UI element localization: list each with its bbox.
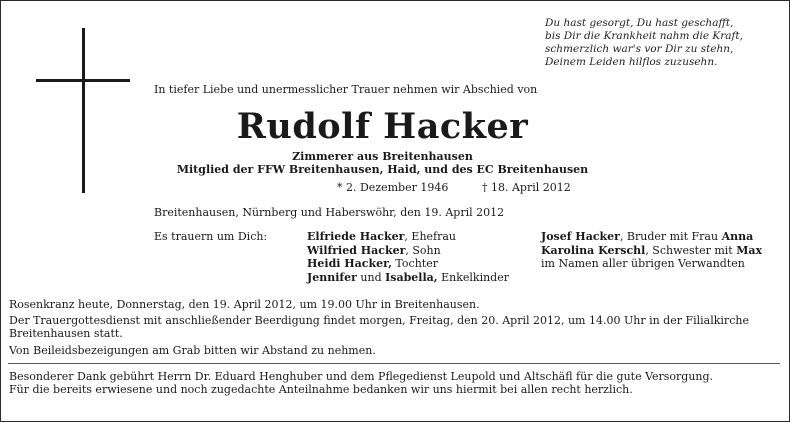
mourner-name: Elfriede Hacker (307, 230, 405, 243)
mourner-entry (307, 244, 509, 258)
mourners-label: Es trauern um Dich: (154, 230, 268, 243)
condolence-notice: Von Beileidsbezeigungen am Grab bitten wir Abstand zu nehmen. (9, 344, 376, 357)
rosenkranz-notice: Rosenkranz heute, Donnerstag, den 19. April 2012, um 19.00 Uhr in Breitenhausen. (9, 298, 480, 311)
mourner-name: Josef Hacker (541, 230, 620, 243)
mourner-relation: Enkelkinder (437, 270, 509, 284)
cross-horizontal-bar (36, 79, 130, 82)
mourner-name: Wilfried Hacker (307, 243, 406, 257)
poem-line: bis Dir die Krankheit nahm die Kraft, (545, 30, 743, 42)
mourner-entry (307, 271, 509, 285)
mourner-entry (307, 230, 509, 244)
deceased-name: Rudolf Hacker (236, 106, 529, 147)
thanks-line-2: Für die bereits erwiesene und noch zugedachte Anteilnahme bedanken wir uns hiermit bei allen recht herzlich. (9, 383, 633, 396)
mourners-column-1 (307, 230, 509, 284)
intro-text: In tiefer Liebe und unermesslicher Trauer nehmen wir Abschied von (154, 83, 538, 96)
mourners-column-2 (541, 230, 762, 271)
deceased-occupation: Zimmerer aus Breitenhausen (292, 150, 473, 163)
divider (8, 363, 780, 364)
mourner-name: Jennifer (307, 270, 357, 284)
mourner-name: Heidi Hacker, (307, 257, 392, 270)
deceased-membership: Mitglied der FFW Breitenhausen, Haid, und des EC Breitenhausen (176, 163, 589, 176)
mourner-relation: , Bruder mit Frau (619, 230, 722, 243)
poem-line: Du hast gesorgt, Du hast geschafft, (545, 17, 734, 29)
death-date: † 18. April 2012 (482, 181, 571, 194)
place-and-date: Breitenhausen, Nürnberg und Haberswöhr, den 19. April 2012 (154, 206, 505, 219)
mourner-name: Max (736, 243, 763, 257)
mourner-relation: , Schwester mit (645, 243, 737, 257)
mourner-name: Isabella, (385, 270, 438, 284)
mourner-entry (541, 257, 762, 271)
mourner-name: Karolina Kerschl (541, 243, 646, 257)
mourner-connector: und (356, 270, 386, 284)
cross-vertical-bar (82, 28, 85, 193)
mourner-entry (541, 244, 762, 258)
mourner-relation: Tochter (391, 257, 438, 270)
funeral-notice: Der Trauergottesdienst mit anschließender Beerdigung findet morgen, Freitag, den 20. April 2012, um 14.00 Uhr in der Filialkirche Breitenhausen statt. (9, 314, 749, 340)
thanks-line-1: Besonderer Dank gebührt Herrn Dr. Eduard Henghuber und dem Pflegedienst Leupold und Altschäfl für die gute Versorgung. (9, 370, 714, 383)
mourner-entry (307, 257, 509, 271)
mourner-name: Anna (721, 230, 754, 243)
birth-date: * 2. Dezember 1946 (337, 181, 449, 194)
poem-line: Deinem Leiden hilflos zuzusehn. (545, 56, 718, 68)
poem (545, 17, 785, 69)
mourner-entry (541, 230, 762, 244)
mourner-relation: , Ehefrau (404, 230, 457, 243)
mourner-relation: im Namen aller übrigen Verwandten (541, 257, 745, 270)
poem-line: schmerzlich war's vor Dir zu stehn, (545, 43, 734, 55)
mourner-relation: , Sohn (405, 243, 441, 257)
